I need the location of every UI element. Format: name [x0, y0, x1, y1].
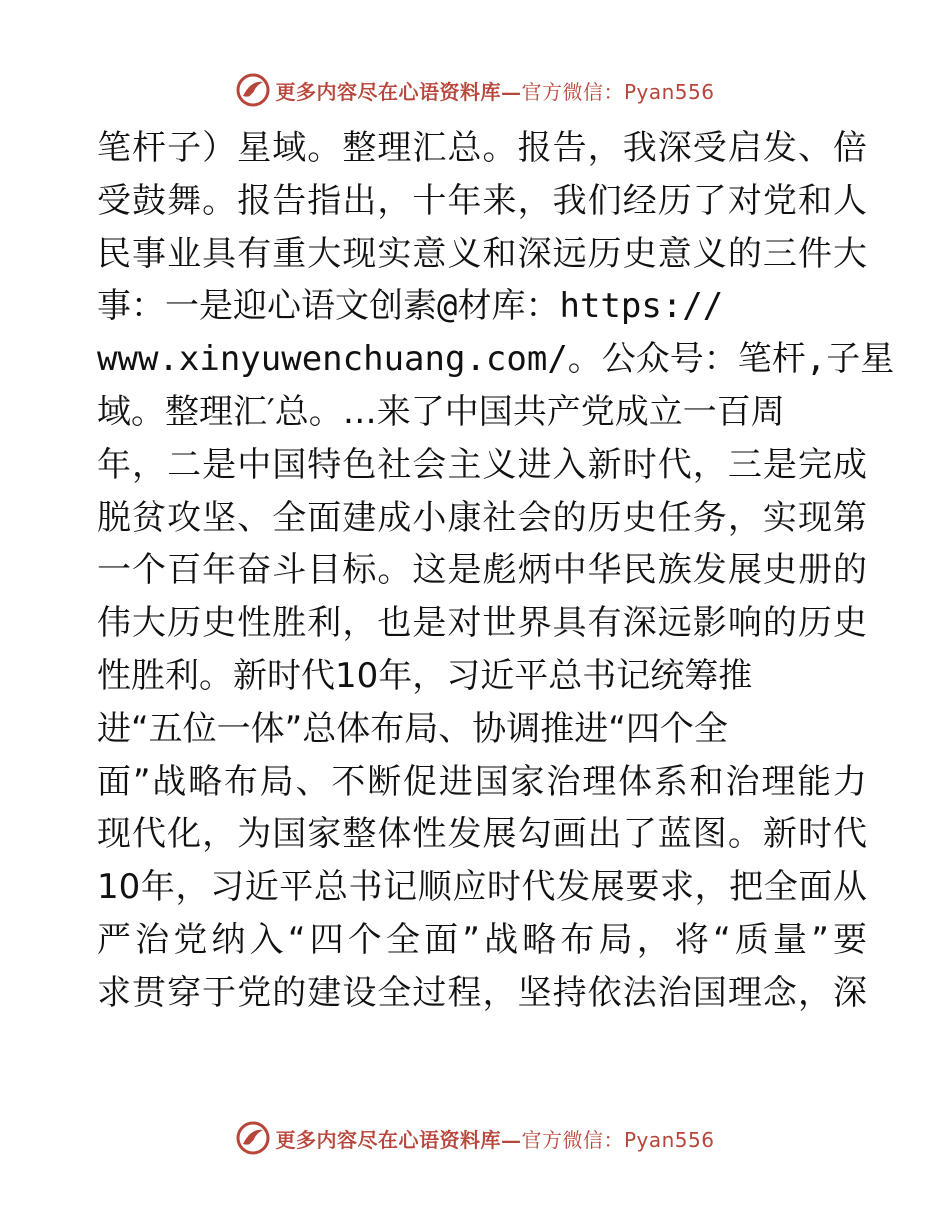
- text-line-url: 事：一是迎心语文创素@材库：https://: [97, 286, 724, 327]
- text-line: 10年，习近平总书记顺应时代发展要求，把全面从: [97, 867, 867, 908]
- text-line: 严治党纳入“四个全面”战略布局，将“质量”要: [97, 919, 867, 960]
- footer-banner: [0, 1118, 950, 1158]
- brand-logo-icon: [235, 1120, 271, 1156]
- text-line: 一个百年奋斗目标。这是彪炳中华民族发展史册的: [97, 550, 867, 591]
- document-body: [97, 122, 895, 1020]
- text-line: 年，二是中国特色社会主义进入新时代，三是完成: [97, 444, 867, 485]
- header-banner: [0, 70, 950, 110]
- footer-separator: —: [500, 1127, 522, 1152]
- text-line: 民事业具有重大现实意义和深远历史意义的三件大: [97, 233, 867, 274]
- header-separator: —: [500, 79, 522, 104]
- footer-text: [275, 1124, 714, 1153]
- text-line: 域。整理汇′总。…来了中国共产党成立一百周: [97, 391, 785, 432]
- footer-contact: 官方微信：Pyan556: [521, 1127, 715, 1152]
- text-line: 受鼓舞。报告指出，十年来，我们经历了对党和人: [97, 180, 867, 221]
- text-line: 性胜利。新时代10年，习近平总书记统筹推: [97, 655, 753, 696]
- text-line: 进“五位一体”总体布局、协调推进“四个全: [97, 708, 728, 749]
- text-line-url: www.xinyuwenchuang.com/。公众号：笔杆,子星: [97, 339, 895, 380]
- brand-logo-icon: [235, 72, 271, 108]
- header-contact: 官方微信：Pyan556: [521, 79, 715, 104]
- text-line: 笔杆子）星域。整理汇总。报告，我深受启发、倍: [97, 128, 867, 168]
- text-line: 面”战略布局、不断促进国家治理体系和治理能力: [97, 761, 867, 802]
- header-brand: 更多内容尽在心语资料库: [275, 79, 501, 104]
- text-line: 求贯穿于党的建设全过程，坚持依法治国理念，深: [97, 972, 867, 1013]
- text-line: 伟大历史性胜利，也是对世界具有深远影响的历史: [97, 603, 867, 644]
- footer-brand: 更多内容尽在心语资料库: [275, 1127, 501, 1152]
- text-line: 现代化，为国家整体性发展勾画出了蓝图。新时代: [97, 814, 867, 855]
- text-line: 脱贫攻坚、全面建成小康社会的历史任务，实现第: [97, 497, 867, 538]
- header-text: [275, 76, 714, 105]
